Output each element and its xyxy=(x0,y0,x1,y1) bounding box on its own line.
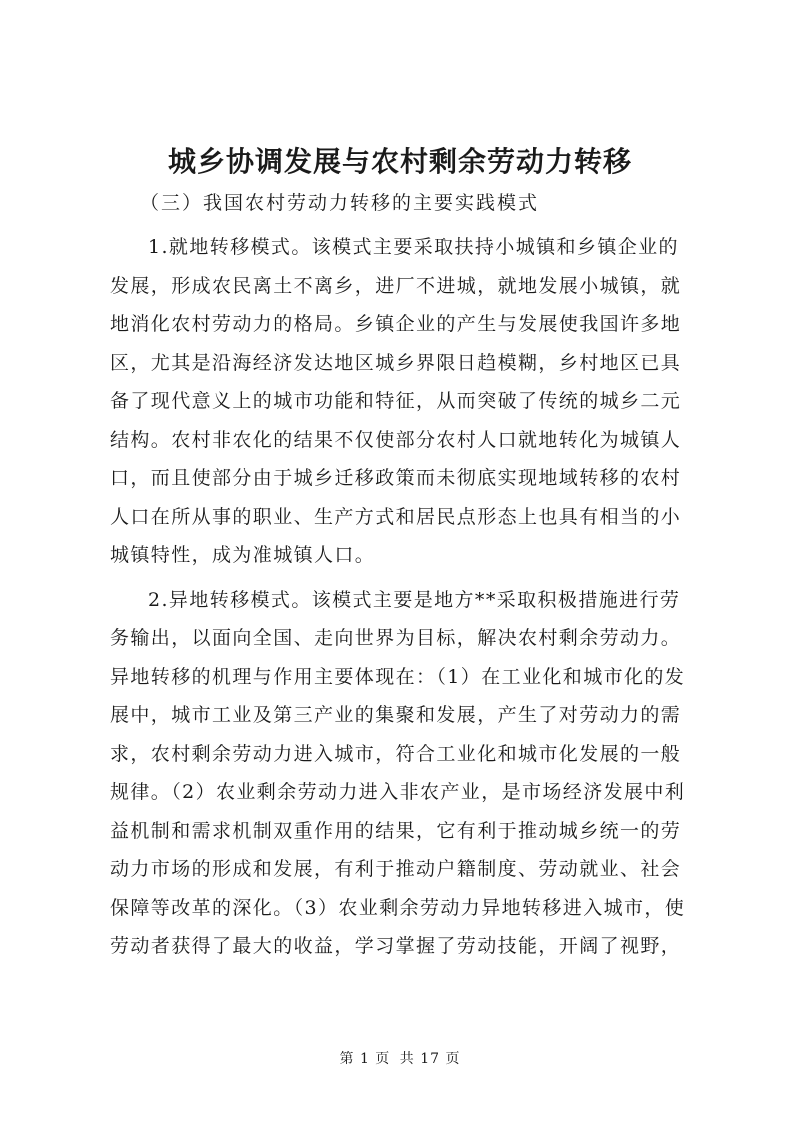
paragraph-line: 务输出，以面向全国、走向世界为目标，解决农村剩余劳动力。 xyxy=(110,627,682,649)
page-number: 第 1 页 xyxy=(339,1051,391,1067)
paragraph-line: 规律。（2）农业剩余劳动力进入非农产业，是市场经济发展中利 xyxy=(110,781,686,803)
paragraph-line: 1.就地转移模式。该模式主要采取扶持小城镇和乡镇企业的 xyxy=(148,236,679,258)
paragraph-line: 求，农村剩余劳动力进入城市，符合工业化和城市化发展的一般 xyxy=(110,742,682,765)
paragraph-line: 益机制和需求机制双重作用的结果，它有利于推动城乡统一的劳 xyxy=(110,819,682,842)
paragraph-line: 口，而且使部分由于城乡迁移政策而未彻底实现地域转移的农村 xyxy=(110,467,682,489)
paragraph-line: 结构。农村非农化的结果不仅使部分农村人口就地转化为城镇人 xyxy=(110,428,682,451)
document-body xyxy=(110,228,710,972)
paragraph-line: 异地转移的机理与作用主要体现在：（1）在工业化和城市化的发 xyxy=(110,665,686,688)
paragraph-line: 展中，城市工业及第三产业的集聚和发展，产生了对劳动力的需 xyxy=(110,704,682,726)
page-footer xyxy=(0,1048,800,1068)
paragraph-line: 劳动者获得了最大的收益，学习掌握了劳动技能，开阔了视野， xyxy=(110,935,682,957)
document-title: 城乡协调发展与农村剩余劳动力转移 xyxy=(167,145,632,178)
page-total: 共 17 页 xyxy=(399,1051,461,1067)
paragraph-line: 动力市场的形成和发展，有利于推动户籍制度、劳动就业、社会 xyxy=(110,858,682,880)
paragraph-line: 2.异地转移模式。该模式主要是地方**采取积极措施进行劳 xyxy=(148,588,681,611)
paragraph-line: 地消化农村劳动力的格局。乡镇企业的产生与发展使我国许多地 xyxy=(110,313,682,335)
paragraph-line: 发展，形成农民离土不离乡，进厂不进城，就地发展小城镇，就 xyxy=(110,274,682,297)
paragraph-local-transfer xyxy=(110,228,710,575)
paragraph-line: 保障等改革的深化。（3）农业剩余劳动力异地转移进入城市，使 xyxy=(110,896,686,919)
paragraph-line: 城镇特性，成为准城镇人口。 xyxy=(110,544,376,566)
paragraph-line: 区，尤其是沿海经济发达地区城乡界限日趋模糊，乡村地区已具 xyxy=(110,351,682,374)
paragraph-line: 人口在所从事的职业、生产方式和居民点形态上也具有相当的小 xyxy=(110,505,682,528)
paragraph-remote-transfer xyxy=(110,581,710,966)
paragraph-line: 备了现代意义上的城市功能和特征，从而突破了传统的城乡二元 xyxy=(110,390,682,412)
section-subheading: （三）我国农村劳动力转移的主要实践模式 xyxy=(140,192,540,214)
